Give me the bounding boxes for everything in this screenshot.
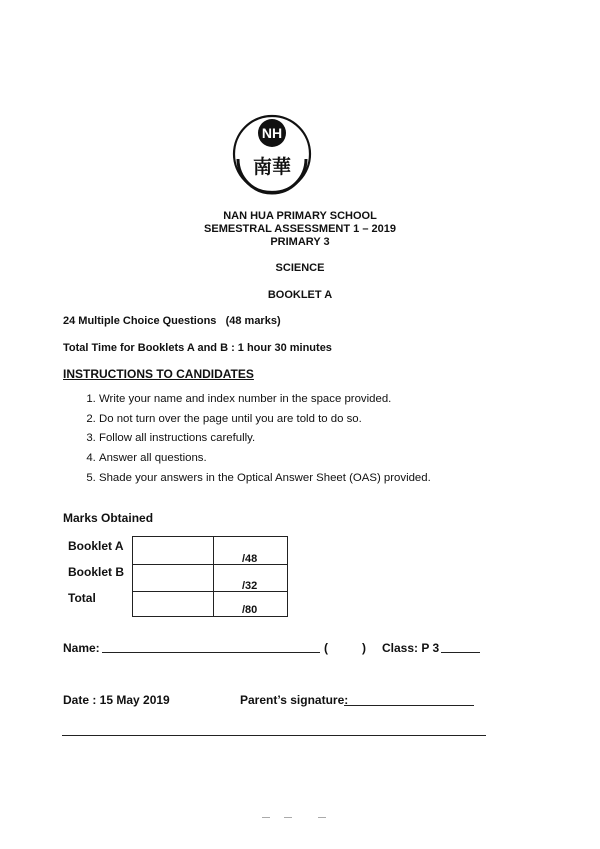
list-item: 5. Shade your answers in the Optical Answer Sheet (OAS) provided. <box>99 473 543 485</box>
class-label: Class: P 3 <box>382 641 440 655</box>
booklet: BOOKLET A <box>267 289 333 301</box>
parent-signature-label: Parent’s signature: <box>240 693 349 707</box>
max-mark-booklet-a: /48 <box>242 553 258 565</box>
index-paren-open: ( <box>324 641 328 655</box>
marks-heading: Marks Obtained <box>63 511 154 525</box>
row-label-booklet-a: Booklet A <box>68 539 124 553</box>
subject: SCIENCE <box>275 262 325 274</box>
instructions-heading: INSTRUCTIONS TO CANDIDATES <box>63 367 254 381</box>
bottom-divider <box>62 735 486 736</box>
index-paren-close: ) <box>362 641 366 655</box>
list-item: 4. Answer all questions. <box>99 453 543 465</box>
question-count: 24 Multiple Choice Questions (48 marks) <box>63 315 281 327</box>
logo-monogram: NH <box>261 125 283 141</box>
school-name: NAN HUA PRIMARY SCHOOL <box>223 210 377 222</box>
parent-signature-field[interactable] <box>344 705 474 706</box>
row-label-total: Total <box>68 591 96 605</box>
name-label: Name: <box>63 641 100 655</box>
name-field[interactable] <box>102 652 320 653</box>
assessment-title: SEMESTRAL ASSESSMENT 1 – 2019 <box>204 223 396 235</box>
index-number-field[interactable] <box>334 641 358 655</box>
school-crest-icon <box>231 113 313 195</box>
scan-mark <box>318 817 326 818</box>
list-item: 1. Write your name and index number in the space provided. <box>99 394 543 406</box>
class-field[interactable] <box>441 652 480 653</box>
level: PRIMARY 3 <box>270 236 330 248</box>
row-label-booklet-b: Booklet B <box>68 565 125 579</box>
marks-table <box>132 536 288 617</box>
instructions-list <box>63 394 543 492</box>
list-item: 3. Follow all instructions carefully. <box>99 433 543 445</box>
scan-mark <box>284 817 292 818</box>
school-logo <box>231 113 313 195</box>
logo-chinese-name: 南華 <box>252 156 292 178</box>
max-mark-total: /80 <box>242 604 258 616</box>
max-mark-booklet-b: /32 <box>242 580 258 592</box>
exam-date: Date : 15 May 2019 <box>63 693 170 707</box>
total-time: Total Time for Booklets A and B : 1 hour 30 minutes <box>63 342 332 354</box>
list-item: 2. Do not turn over the page until you are told to do so. <box>99 414 543 426</box>
scan-mark <box>262 817 270 818</box>
